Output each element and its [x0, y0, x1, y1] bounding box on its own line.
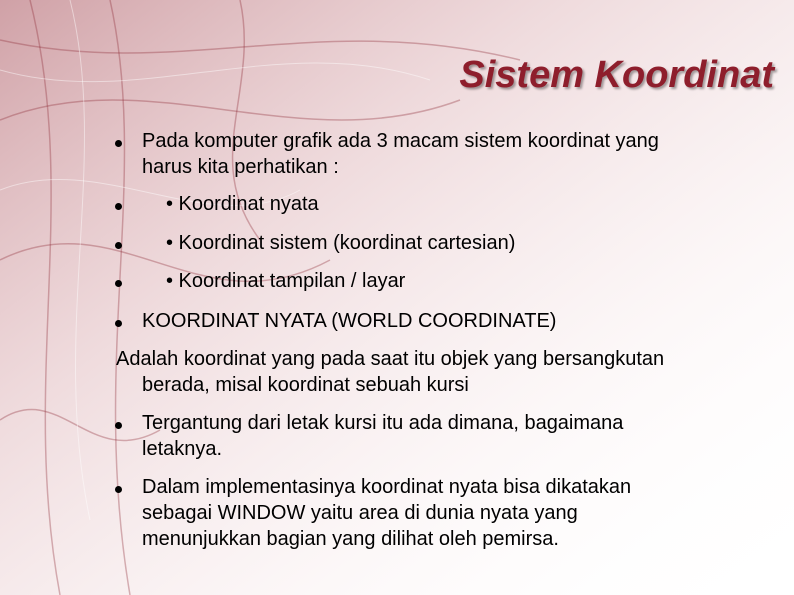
bullet-text: [142, 410, 742, 462]
bullet-dot-icon: [115, 242, 122, 249]
paragraph-line: berada, misal koordinat sebuah kursi: [142, 374, 469, 396]
slide-title: Sistem Koordinat: [459, 54, 774, 96]
bullet-dot-icon: [115, 140, 122, 147]
bullet-dot-icon: [115, 320, 122, 327]
paragraph-line: Adalah koordinat yang pada saat itu objek yang bersangkutan: [116, 348, 665, 370]
bullet-line: Dalam implementasinya koordinat nyata bisa dikatakan: [142, 476, 632, 498]
paragraph: [116, 346, 756, 398]
bullet-line: letaknya.: [142, 438, 223, 460]
bullet-text: • Koordinat tampilan / layar: [166, 270, 406, 292]
bullet-text: KOORDINAT NYATA (WORLD COORDINATE): [142, 310, 557, 332]
bullet-dot-icon: [115, 203, 122, 210]
bullet-text: • Koordinat nyata: [166, 193, 319, 215]
bullet-text: [142, 474, 742, 552]
bullet-text: • Koordinat sistem (koordinat cartesian): [166, 232, 516, 254]
bullet-dot-icon: [115, 422, 122, 429]
bullet-text: [142, 128, 742, 180]
bullet-dot-icon: [115, 486, 122, 493]
bullet-line: Pada komputer grafik ada 3 macam sistem koordinat yang: [142, 130, 659, 152]
bullet-line: menunjukkan bagian yang dilihat oleh pemirsa.: [142, 528, 559, 550]
bullet-line: harus kita perhatikan :: [142, 156, 339, 178]
bullet-dot-icon: [115, 280, 122, 287]
bullet-line: Tergantung dari letak kursi itu ada dimana, bagaimana: [142, 412, 624, 434]
bullet-line: sebagai WINDOW yaitu area di dunia nyata yang: [142, 502, 578, 524]
